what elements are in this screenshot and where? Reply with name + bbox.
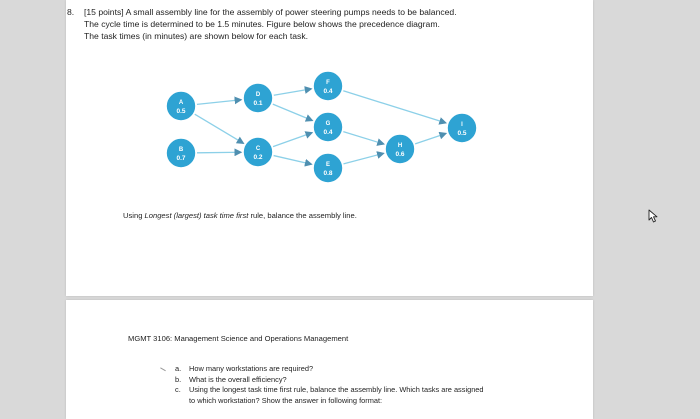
node-time-G: 0.4 [323, 129, 333, 136]
node-time-B: 0.7 [176, 155, 186, 162]
node-label-I: I [461, 122, 463, 128]
node-A [166, 91, 196, 121]
sub-question-c-continuation: to which workstation? Show the answer in following format: [189, 395, 383, 405]
edge-G-H [343, 132, 383, 144]
node-circle-F [313, 71, 343, 101]
node-circle-G [313, 112, 343, 142]
question-block [67, 6, 527, 42]
course-title: MGMT 3106: Management Science and Operations Management [128, 334, 349, 343]
node-B [166, 138, 196, 168]
question-line-3: The task times (in minutes) are shown below for each task. [84, 31, 309, 41]
node-label-H: H [397, 143, 403, 149]
edge-F-I [343, 91, 446, 123]
node-E [313, 153, 343, 183]
edge-H-I [415, 133, 446, 143]
node-label-F: F [326, 80, 330, 86]
sub-question-c: c. Using the longest task time first rule, balance the assembly line. Which tasks are assigned [175, 385, 484, 394]
node-circle-H [385, 134, 415, 164]
sub-question-b: b. What is the overall efficiency? [175, 374, 287, 384]
node-label-B: B [178, 147, 184, 153]
node-label-G: G [325, 121, 331, 127]
node-F [313, 71, 343, 101]
node-circle-B [166, 138, 196, 168]
node-G [313, 112, 343, 142]
question-line-1: 8. [15 points] A small assembly line for the assembly of power steering pumps needs to be balanced. [67, 7, 457, 17]
edge-A-D [197, 100, 241, 105]
edge-C-E [274, 156, 312, 165]
edge-B-C [197, 152, 241, 153]
mouse-pointer-icon [648, 209, 660, 223]
node-time-F: 0.4 [323, 88, 333, 95]
edge-D-G [273, 104, 313, 120]
precedence-diagram [150, 65, 490, 195]
node-time-C: 0.2 [253, 154, 263, 161]
node-circle-C [243, 137, 273, 167]
node-label-E: E [325, 162, 331, 168]
node-circle-A [166, 91, 196, 121]
sub-question-list [175, 364, 484, 406]
node-time-A: 0.5 [176, 108, 186, 115]
edge-A-C [195, 114, 244, 143]
edge-C-G [273, 133, 312, 147]
node-label-D: D [255, 92, 261, 98]
node-time-I: 0.5 [457, 130, 467, 137]
node-circle-E [313, 153, 343, 183]
node-time-H: 0.6 [395, 151, 405, 158]
node-H [385, 134, 415, 164]
question-line-2: The cycle time is determined to be 1.5 minutes. Figure below shows the precedence diagram. [84, 19, 440, 29]
node-I [447, 113, 477, 143]
diagram-nodes [166, 71, 477, 183]
node-circle-I [447, 113, 477, 143]
node-label-C: C [255, 146, 261, 152]
node-D [243, 83, 273, 113]
node-circle-D [243, 83, 273, 113]
edge-E-H [343, 153, 383, 164]
instruction-text: Using Longest (largest) task time first rule, balance the assembly line. [123, 211, 357, 220]
edge-D-F [274, 89, 311, 95]
node-time-D: 0.1 [253, 100, 263, 107]
sub-question-a: a. How many workstations are required? [175, 364, 314, 373]
node-C [243, 137, 273, 167]
node-time-E: 0.8 [323, 170, 333, 177]
node-label-A: A [178, 100, 184, 106]
question-number: 8. [67, 7, 75, 17]
instruction-emphasis: Longest (largest) task time first [144, 211, 249, 220]
